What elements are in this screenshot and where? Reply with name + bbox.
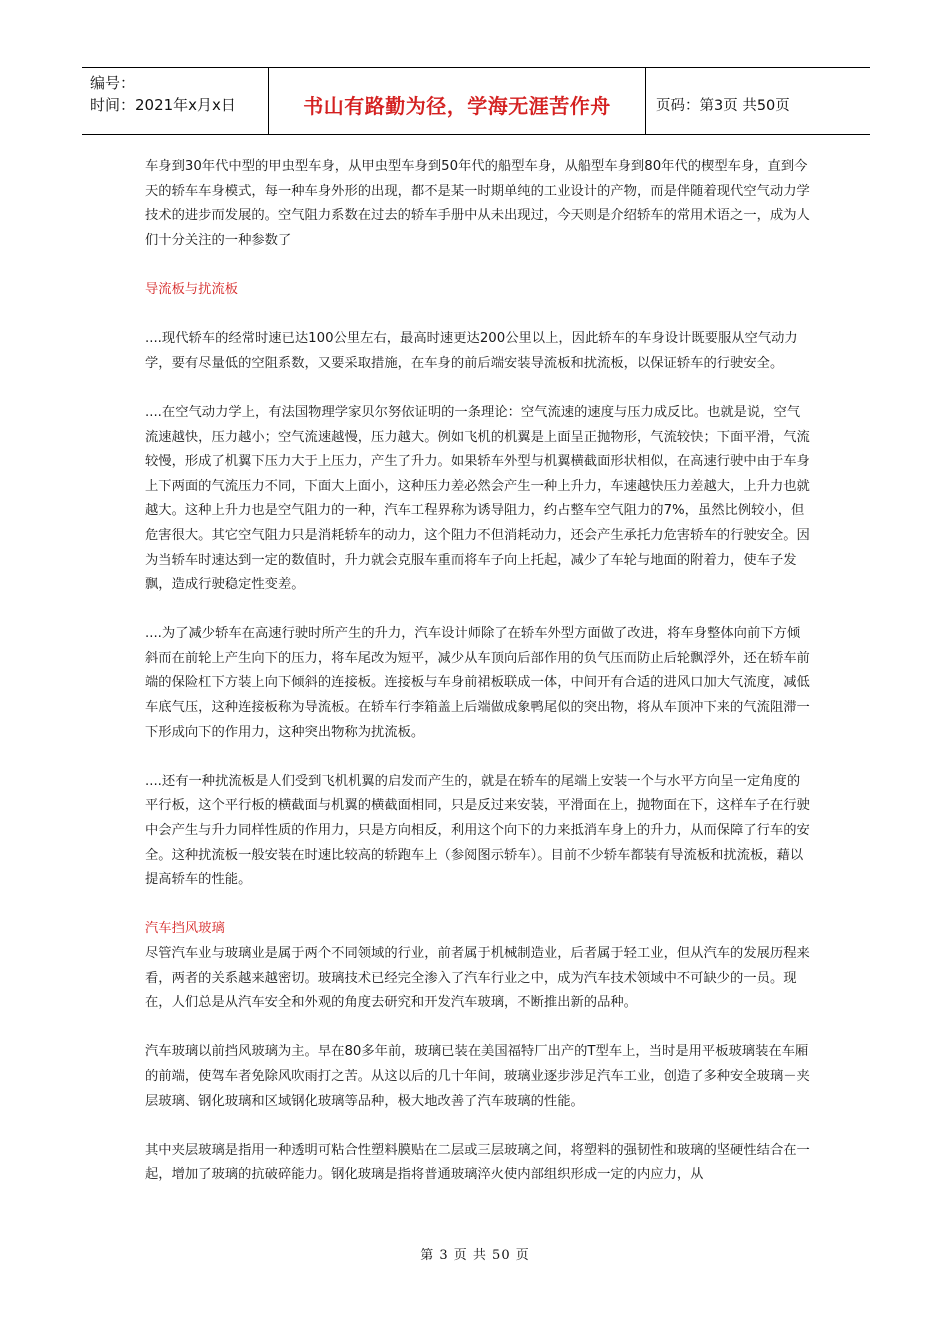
- paragraph: ....还有一种扰流板是人们受到飞机机翼的启发而产生的，就是在轿车的尾端上安装一个与水平方向呈一定角度的平行板，这个平行板的横截面与机翼的横截面相同，只是反过来安装，平滑面在上，抛物面在下，这样车子在行驶中会产生与升力同样性质的作用力，只是方向相反，利用这个向下的力来抵消车身上的升力，从而保障了行车的安全。这种扰流板一般安装在时速比较高的轿跑车上（参阅图示轿车）。目前不少轿车都装有导流板和扰流板，藉以提高轿车的性能。: [145, 773, 810, 888]
- paragraph: 车身到30年代中型的甲虫型车身，从甲虫型车身到50年代的船型车身，从船型车身到80年代的楔型车身，直到今天的轿车车身模式，每一种车身外形的出现，都不是某一时期单纯的工业设计的产物，而是伴随着现代空气动力学技术的进步而发展的。空气阻力系数在过去的轿车手册中从未出现过，今天则是介绍轿车的常用术语之一，成为人们十分关注的一种参数了: [145, 159, 810, 248]
- header-meta: [82, 68, 269, 134]
- paragraph: 尽管汽车业与玻璃业是属于两个不同领域的行业，前者属于机械制造业，后者属于轻工业，但从汽车的发展历程来看，两者的关系越来越密切。玻璃技术已经完全渗入了汽车行业之中，成为汽车技术领域中不可缺少的一员。现在，人们总是从汽车安全和外观的角度去研究和开发汽车玻璃，不断推出新的品种。: [145, 946, 810, 1011]
- paragraph: ....现代轿车的经常时速已达100公里左右，最高时速更达200公里以上，因此轿车的车身设计既要服从空气动力学，要有尽量低的空阻系数，又要采取措施，在车身的前后端安装导流板和扰流板，以保证轿车的行驶安全。: [145, 331, 798, 371]
- paragraph: ....在空气动力学上，有法国物理学家贝尔努依证明的一条理论：空气流速的速度与压力成反比。也就是说，空气流速越快，压力越小；空气流速越慢，压力越大。例如飞机的机翼是上面呈正抛物形，气流较快；下面平滑，气流较慢，形成了机翼下压力大于上压力，产生了升力。如果轿车外型与机翼横截面形状相似，在高速行驶中由于车身上下两面的气流压力不同，下面大上面小，这种压力差必然会产生一种上升力，车速越快压力差越大，上升力也就越大。这种上升力也是空气阻力的一种，汽车工程界称为诱导阻力，约占整车空气阻力的7%，虽然比例较小，但危害很大。其它空气阻力只是消耗轿车的动力，这个阻力不但消耗动力，还会产生承托力危害轿车的行驶安全。因为当轿车时速达到一定的数值时，升力就会克服车重而将车子向上托起，减少了车轮与地面的附着力，使车子发飘，造成行驶稳定性变差。: [145, 404, 810, 593]
- paragraph: ....为了减少轿车在高速行驶时所产生的升力，汽车设计师除了在轿车外型方面做了改进，将车身整体向前下方倾斜而在前轮上产生向下的压力，将车尾改为短平，减少从车顶向后部作用的负气压而防止后轮飘浮外，还在轿车前端的保险杠下方装上向下倾斜的连接板。连接板与车身前裙板联成一体，中间开有合适的进风口加大气流度，减低车底气压，这种连接板称为导流板。在轿车行李箱盖上后端做成象鸭尾似的突出物，将从车顶冲下来的气流阻滞一下形成向下的作用力，这种突出物称为扰流板。: [145, 626, 810, 740]
- document-body: [145, 155, 813, 1188]
- header-page-info: 页码：第3页 共50页: [656, 97, 790, 114]
- header-motto: 书山有路勤为径，学海无涯苦作舟: [269, 68, 646, 134]
- page-header: [82, 67, 870, 135]
- number-label: 编号：: [90, 74, 136, 92]
- section-heading: 导流板与扰流板: [145, 281, 239, 297]
- paragraph: 其中夹层玻璃是指用一种透明可粘合性塑料膜贴在二层或三层玻璃之间，将塑料的强韧性和玻璃的坚硬性结合在一起，增加了玻璃的抗破碎能力。钢化玻璃是指将普通玻璃淬火使内部组织形成一定的内应力，从: [145, 1142, 810, 1183]
- paragraph: 汽车玻璃以前挡风玻璃为主。早在80多年前，玻璃已装在美国福特厂出产的T型车上，当时是用平板玻璃装在车厢的前端，使驾车者免除风吹雨打之苦。从这以后的几十年间，玻璃业逐步涉足汽车工业，创造了多种安全玻璃－夹层玻璃、钢化玻璃和区域钢化玻璃等品种，极大地改善了汽车玻璃的性能。: [145, 1044, 810, 1109]
- page-footer: 第 3 页 共 50 页: [420, 1248, 530, 1263]
- section-heading: 汽车挡风玻璃: [145, 921, 225, 937]
- time-label: 时间：2021年x月x日: [90, 96, 236, 114]
